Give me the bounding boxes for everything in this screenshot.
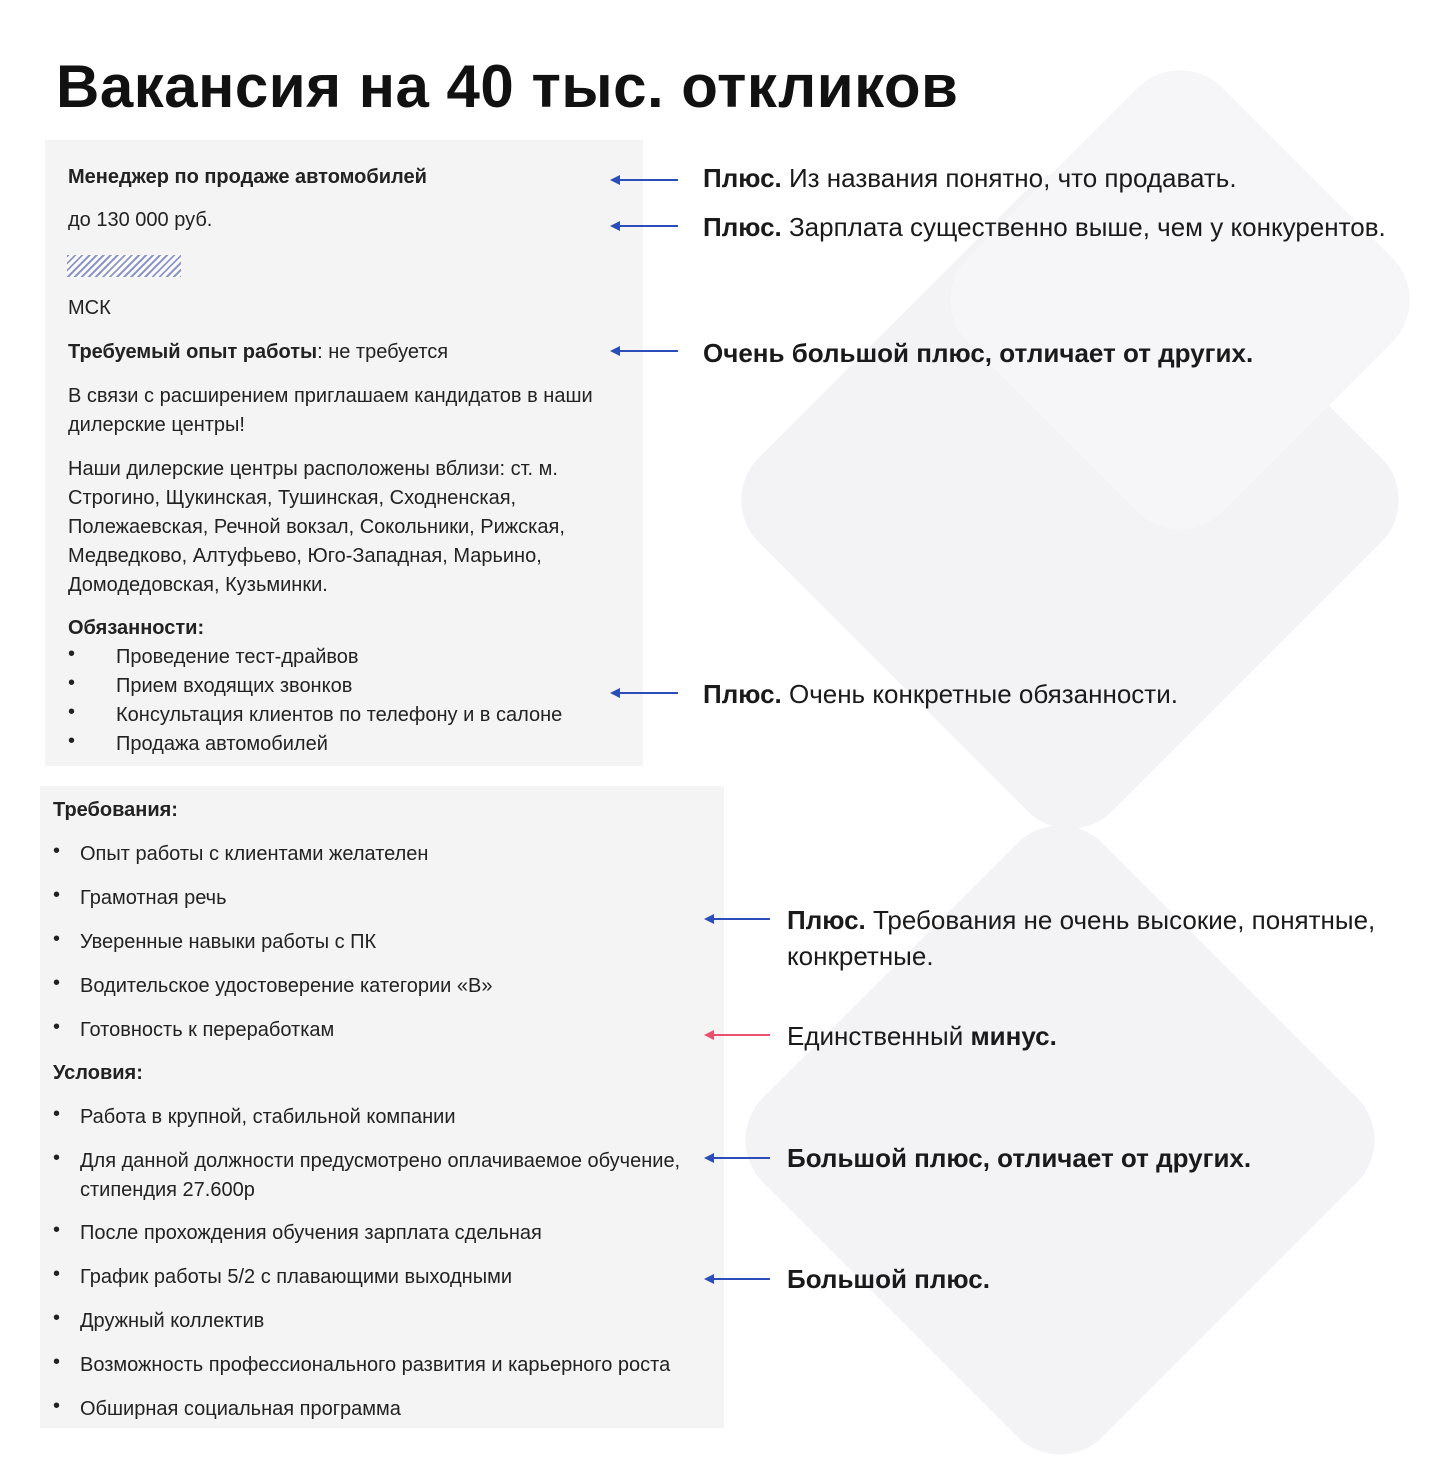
annotation-text: Зарплата существенно выше, чем у конкурентов. (781, 212, 1386, 242)
annotation-text: Очень конкретные обязанности. (781, 679, 1178, 709)
page-title: Вакансия на 40 тыс. откликов (56, 53, 959, 120)
condition-item: Обширная социальная программа (80, 1398, 401, 1420)
annotation-bold: минус. (970, 1021, 1057, 1051)
location-line: Полежаевская, Речной вокзал, Сокольники, Рижская, (68, 516, 565, 538)
annotation-bold: Плюс. (703, 163, 782, 193)
arrow-left-icon (610, 179, 678, 181)
arrow-left-icon (704, 918, 770, 920)
condition-item: После прохождения обучения зарплата сдельная (80, 1222, 542, 1244)
condition-item: Возможность профессионального развития и карьерного роста (80, 1354, 671, 1376)
duty-item: Прием входящих звонков (116, 675, 353, 697)
vacancy-city: МСК (68, 297, 111, 319)
annotation-bold: Плюс. (787, 905, 866, 935)
bullet: • (53, 1219, 61, 1241)
bullet: • (53, 972, 61, 994)
bullet: • (53, 1307, 61, 1329)
requirement-item: Уверенные навыки работы с ПК (80, 931, 377, 953)
arrow-left-icon (704, 1278, 770, 1280)
arrow-left-icon (704, 1034, 770, 1036)
arrow-left-icon (610, 225, 678, 227)
annotation-text: Из названия понятно, что продавать. (781, 163, 1237, 193)
bullet: • (53, 1395, 61, 1417)
bullet: • (53, 1351, 61, 1373)
annotation-duties (703, 676, 1178, 712)
annotation-bold: Плюс. (703, 212, 782, 242)
requirement-item: Опыт работы с клиентами желателен (80, 843, 429, 865)
bullet: • (53, 884, 61, 906)
experience-value: : не требуется (317, 341, 449, 363)
annotation-minus (787, 1018, 1057, 1054)
intro-line: В связи с расширением приглашаем кандидатов в наши (68, 385, 593, 407)
location-line: Строгино, Щукинская, Тушинская, Сходненская, (68, 487, 517, 509)
bullet: • (53, 1016, 61, 1038)
bullet: • (68, 701, 76, 723)
annotation-requirements (787, 902, 1375, 938)
arrow-left-icon (610, 350, 678, 352)
annotation-bold: Плюс. (703, 679, 782, 709)
requirement-item: Грамотная речь (80, 887, 227, 909)
bullet: • (68, 730, 76, 752)
requirement-item: Водительское удостоверение категории «В» (80, 975, 493, 997)
bullet: • (53, 840, 61, 862)
duties-title: Обязанности: (68, 617, 205, 639)
location-line: Наши дилерские центры расположены вблизи: ст. м. (68, 458, 558, 480)
duty-item: Консультация клиентов по телефону и в салоне (116, 704, 563, 726)
annotation-title (703, 160, 1237, 196)
requirement-item: Готовность к переработкам (80, 1019, 335, 1041)
location-line: Медведково, Алтуфьево, Юго-Западная, Марьино, (68, 545, 542, 567)
bullet: • (53, 1147, 61, 1169)
annotation-text: Единственный (787, 1021, 971, 1051)
arrow-left-icon (704, 1157, 770, 1159)
bullet: • (68, 672, 76, 694)
condition-item: Для данной должности предусмотрено оплачиваемое обучение, (80, 1150, 681, 1172)
annotation-salary (703, 209, 1386, 245)
vacancy-position: Менеджер по продаже автомобилей (68, 166, 427, 188)
annotation-schedule: Большой плюс. (787, 1264, 990, 1294)
requirements-title: Требования: (53, 799, 178, 821)
redacted-block (67, 255, 181, 277)
duty-item: Проведение тест-драйвов (116, 646, 359, 668)
conditions-title: Условия: (53, 1062, 143, 1084)
experience-label: Требуемый опыт работы (68, 341, 318, 363)
bullet: • (53, 928, 61, 950)
condition-item: Работа в крупной, стабильной компании (80, 1106, 456, 1128)
arrow-left-icon (610, 692, 678, 694)
annotation-training: Большой плюс, отличает от других. (787, 1143, 1252, 1173)
annotation-requirements-continued: конкретные. (787, 941, 934, 971)
bullet: • (53, 1103, 61, 1125)
annotation-text: Требования не очень высокие, понятные, (865, 905, 1376, 935)
duty-item: Продажа автомобилей (116, 733, 328, 755)
location-line: Домодедовская, Кузьминки. (68, 574, 328, 596)
intro-line: дилерские центры! (68, 414, 245, 436)
annotation-experience: Очень большой плюс, отличает от других. (703, 338, 1254, 368)
vacancy-salary: до 130 000 руб. (68, 209, 213, 231)
condition-item-continued: стипендия 27.600р (80, 1179, 255, 1201)
bullet: • (53, 1263, 61, 1285)
condition-item: График работы 5/2 с плавающими выходными (80, 1266, 513, 1288)
vacancy-experience (68, 338, 448, 367)
bullet: • (68, 643, 76, 665)
condition-item: Дружный коллектив (80, 1310, 265, 1332)
